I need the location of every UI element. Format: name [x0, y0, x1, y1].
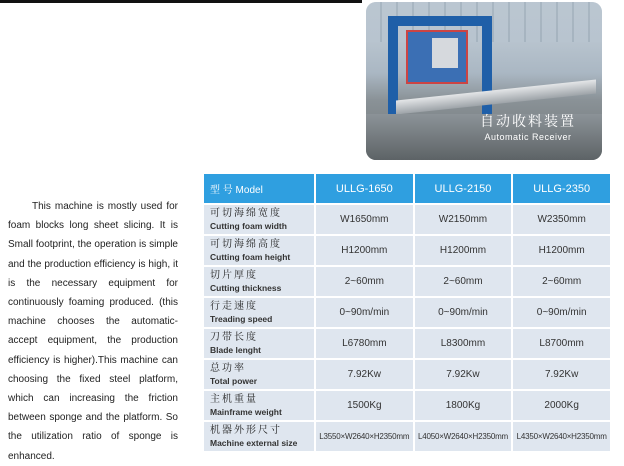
- photo-caption-cn: 自动收料装置: [480, 113, 576, 129]
- table-cell: 7.92Kw: [316, 360, 413, 389]
- table-row: [204, 391, 610, 420]
- row-label-en: Machine external size: [210, 437, 298, 448]
- foam-belt: [396, 79, 596, 114]
- row-label: [204, 329, 314, 358]
- table-cell: 2000Kg: [513, 391, 610, 420]
- row-label: [204, 422, 314, 451]
- table-cell: H1200mm: [316, 236, 413, 265]
- table-cell: W1650mm: [316, 205, 413, 234]
- table-cell: L4350×W2640×H2350mm: [513, 422, 610, 451]
- table-cell: 2~60mm: [513, 267, 610, 296]
- model-header-2350: ULLG-2350: [513, 174, 610, 203]
- table-cell: 2~60mm: [415, 267, 512, 296]
- row-label-en: Mainframe weight: [210, 406, 282, 417]
- row-label-en: Blade lenght: [210, 344, 262, 355]
- table-row: [204, 329, 610, 358]
- row-label-cn: 总功率: [210, 362, 246, 374]
- row-label-en: Cutting thickness: [210, 282, 282, 293]
- row-label: [204, 360, 314, 389]
- table-row: [204, 422, 610, 451]
- table-cell: W2150mm: [415, 205, 512, 234]
- spec-header-row: [204, 174, 610, 203]
- table-cell: 0~90m/min: [513, 298, 610, 327]
- row-label-cn: 切片厚度: [210, 269, 258, 281]
- table-cell: 1800Kg: [415, 391, 512, 420]
- table-row: [204, 205, 610, 234]
- photo-caption: [480, 111, 576, 142]
- row-label-cn: 主机重量: [210, 393, 258, 405]
- table-cell: 1500Kg: [316, 391, 413, 420]
- row-label: [204, 205, 314, 234]
- row-label: [204, 236, 314, 265]
- row-label-cn: 可切海绵高度: [210, 238, 282, 250]
- row-label-en: Treading speed: [210, 313, 273, 324]
- model-header-label: 型 号 Model: [204, 174, 314, 203]
- row-label-cn: 机器外形尺寸: [210, 424, 282, 436]
- row-label-cn: 行走速度: [210, 300, 258, 312]
- table-cell: L4050×W2640×H2350mm: [415, 422, 512, 451]
- table-row: [204, 236, 610, 265]
- row-label: [204, 267, 314, 296]
- table-cell: 0~90m/min: [415, 298, 512, 327]
- machine-description: [8, 197, 178, 466]
- table-cell: L6780mm: [316, 329, 413, 358]
- table-cell: 7.92Kw: [415, 360, 512, 389]
- table-cell: 0~90m/min: [316, 298, 413, 327]
- row-label-en: Total power: [210, 375, 258, 386]
- table-cell: 2~60mm: [316, 267, 413, 296]
- automatic-receiver-photo: [366, 2, 602, 160]
- description-text: This machine is mostly used for foam blocks long sheet slicing. It is Small footprint, the operation is simple and the production efficiency is high, it is the necessary equipment for continuously foaming produced. (this machine chooses the automatic-accept equipment, the production efficiency is higher).This machine can choosing the fixed steel platform, which can increasing the friction between sponge and the platform. So the utilization ratio of sponge is enhanced.: [8, 201, 178, 462]
- row-label: [204, 391, 314, 420]
- model-header-1650: ULLG-1650: [316, 174, 413, 203]
- table-row: [204, 267, 610, 296]
- control-display: [432, 38, 458, 68]
- table-cell: H1200mm: [513, 236, 610, 265]
- table-cell: L8700mm: [513, 329, 610, 358]
- table-row: [204, 298, 610, 327]
- row-label-en: Cutting foam width: [210, 220, 287, 231]
- table-row: [204, 360, 610, 389]
- model-header-2150: ULLG-2150: [415, 174, 512, 203]
- row-label-cn: 可切海绵宽度: [210, 207, 282, 219]
- row-label-cn: 刀带长度: [210, 331, 258, 343]
- top-divider: [0, 0, 362, 3]
- table-cell: 7.92Kw: [513, 360, 610, 389]
- row-label: [204, 298, 314, 327]
- machine-frame-top: [388, 16, 492, 26]
- table-cell: L8300mm: [415, 329, 512, 358]
- table-cell: W2350mm: [513, 205, 610, 234]
- row-label-en: Cutting foam height: [210, 251, 291, 262]
- table-cell: H1200mm: [415, 236, 512, 265]
- table-cell: L3550×W2640×H2350mm: [316, 422, 413, 451]
- photo-caption-en: Automatic Receiver: [484, 132, 572, 142]
- spec-table: [202, 172, 612, 453]
